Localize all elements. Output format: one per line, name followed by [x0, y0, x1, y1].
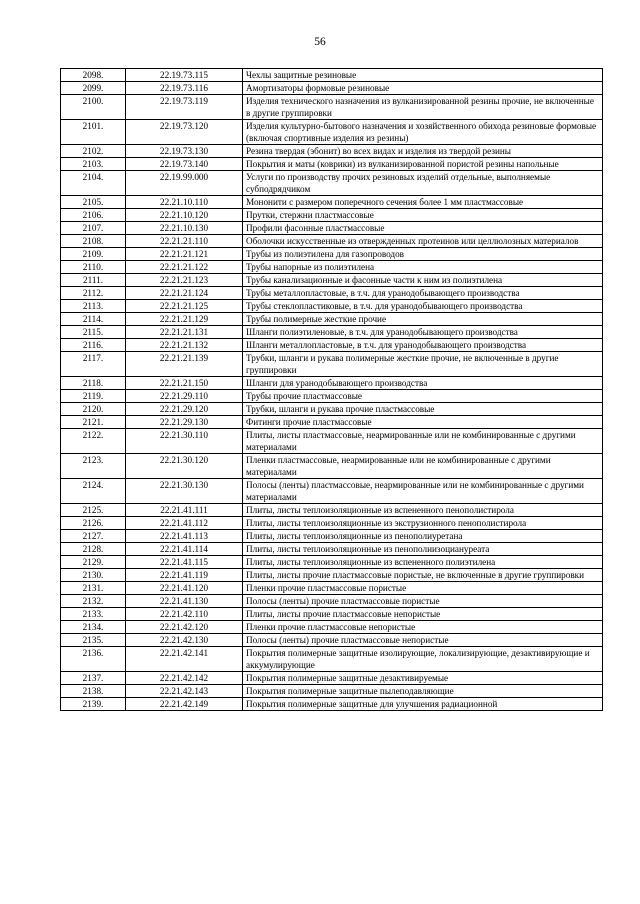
- row-number-cell: 2101.: [61, 120, 126, 145]
- row-code-cell: 22.21.21.131: [126, 326, 243, 339]
- row-name-cell: Амортизаторы формовые резиновые: [243, 82, 603, 95]
- row-code-cell: 22.21.41.114: [126, 543, 243, 556]
- table-row: [61, 517, 603, 530]
- row-number-cell: 2098.: [61, 69, 126, 82]
- table-row: [61, 352, 603, 377]
- row-code-cell: 22.21.41.120: [126, 582, 243, 595]
- table-row: [61, 403, 603, 416]
- row-code-cell: 22.21.21.110: [126, 235, 243, 248]
- table-row: [61, 326, 603, 339]
- row-code-cell: 22.19.73.115: [126, 69, 243, 82]
- row-name-cell: Покрытия полимерные защитные для улучшения радиационной: [243, 698, 603, 711]
- table-row: [61, 222, 603, 235]
- row-name-cell: Трубы канализационные и фасонные части к ним из полиэтилена: [243, 274, 603, 287]
- row-number-cell: 2127.: [61, 530, 126, 543]
- row-name-cell: Плиты, листы теплоизоляционные из экструзионного пенополистирола: [243, 517, 603, 530]
- row-code-cell: 22.21.21.124: [126, 287, 243, 300]
- row-code-cell: 22.21.41.113: [126, 530, 243, 543]
- row-number-cell: 2133.: [61, 608, 126, 621]
- row-name-cell: Плиты, листы прочие пластмассовые пористые, не включенные в другие группировки: [243, 569, 603, 582]
- row-number-cell: 2110.: [61, 261, 126, 274]
- row-name-cell: Полосы (ленты) прочие пластмассовые непористые: [243, 634, 603, 647]
- table-row: [61, 95, 603, 120]
- row-name-cell: Изделия технического назначения из вулканизированной резины прочие, не включенные в другие группировки: [243, 95, 603, 120]
- row-code-cell: 22.21.42.142: [126, 672, 243, 685]
- row-name-cell: Фитинги прочие пластмассовые: [243, 416, 603, 429]
- row-code-cell: 22.21.29.120: [126, 403, 243, 416]
- row-number-cell: 2109.: [61, 248, 126, 261]
- row-code-cell: 22.21.42.130: [126, 634, 243, 647]
- row-code-cell: 22.21.21.122: [126, 261, 243, 274]
- row-number-cell: 2137.: [61, 672, 126, 685]
- row-name-cell: Оболочки искусственные из отвержденных протеинов или целлюлозных материалов: [243, 235, 603, 248]
- row-name-cell: Чехлы защитные резиновые: [243, 69, 603, 82]
- row-code-cell: 22.21.29.110: [126, 390, 243, 403]
- table-row: [61, 608, 603, 621]
- row-name-cell: Покрытия и маты (коврики) из вулканизированной пористой резины напольные: [243, 158, 603, 171]
- row-number-cell: 2105.: [61, 196, 126, 209]
- row-code-cell: 22.21.21.139: [126, 352, 243, 377]
- row-code-cell: 22.21.21.125: [126, 300, 243, 313]
- table-row: [61, 171, 603, 196]
- row-name-cell: Шланги полиэтиленовые, в т.ч. для уранодобывающего производства: [243, 326, 603, 339]
- row-code-cell: 22.21.42.143: [126, 685, 243, 698]
- row-name-cell: Трубы напорные из полиэтилена: [243, 261, 603, 274]
- row-name-cell: Трубы металлопластовые, в т.ч. для уранодобывающего производства: [243, 287, 603, 300]
- table-row: [61, 569, 603, 582]
- row-number-cell: 2117.: [61, 352, 126, 377]
- table-row: [61, 698, 603, 711]
- row-code-cell: 22.21.42.141: [126, 647, 243, 672]
- row-number-cell: 2100.: [61, 95, 126, 120]
- row-number-cell: 2112.: [61, 287, 126, 300]
- row-name-cell: Трубки, шланги и рукава полимерные жесткие прочие, не включенные в другие группировки: [243, 352, 603, 377]
- row-number-cell: 2130.: [61, 569, 126, 582]
- row-number-cell: 2102.: [61, 145, 126, 158]
- row-name-cell: Плиты, листы теплоизоляционные из пенополиизоциануреата: [243, 543, 603, 556]
- table-row: [61, 82, 603, 95]
- row-number-cell: 2122.: [61, 429, 126, 454]
- table-row: [61, 158, 603, 171]
- table-row: [61, 274, 603, 287]
- row-name-cell: Трубы прочие пластмассовые: [243, 390, 603, 403]
- classification-table: [60, 68, 603, 711]
- row-code-cell: 22.21.42.110: [126, 608, 243, 621]
- row-name-cell: Покрытия полимерные защитные дезактивируемые: [243, 672, 603, 685]
- row-name-cell: Мононити с размером поперечного сечения более 1 мм пластмассовые: [243, 196, 603, 209]
- table-row: [61, 595, 603, 608]
- table-row: [61, 479, 603, 504]
- table-row: [61, 313, 603, 326]
- row-number-cell: 2134.: [61, 621, 126, 634]
- row-name-cell: Шланги металлопластовые, в т.ч. для уранодобывающего производства: [243, 339, 603, 352]
- row-number-cell: 2139.: [61, 698, 126, 711]
- row-number-cell: 2126.: [61, 517, 126, 530]
- table-row: [61, 621, 603, 634]
- table-row: [61, 685, 603, 698]
- row-number-cell: 2135.: [61, 634, 126, 647]
- row-number-cell: 2131.: [61, 582, 126, 595]
- row-number-cell: 2106.: [61, 209, 126, 222]
- table-row: [61, 300, 603, 313]
- row-name-cell: Плиты, листы теплоизоляционные из вспененного пенополистирола: [243, 504, 603, 517]
- row-number-cell: 2099.: [61, 82, 126, 95]
- row-name-cell: Шланги для уранодобывающего производства: [243, 377, 603, 390]
- row-code-cell: 22.21.10.110: [126, 196, 243, 209]
- row-code-cell: 22.21.21.150: [126, 377, 243, 390]
- row-number-cell: 2114.: [61, 313, 126, 326]
- row-number-cell: 2132.: [61, 595, 126, 608]
- row-name-cell: Услуги по производству прочих резиновых изделий отдельные, выполняемые субподрядчиком: [243, 171, 603, 196]
- table-row: [61, 530, 603, 543]
- page-number: 56: [314, 36, 326, 48]
- table-row: [61, 145, 603, 158]
- table-row: [61, 582, 603, 595]
- row-name-cell: Пленки прочие пластмассовые пористые: [243, 582, 603, 595]
- row-code-cell: 22.21.10.130: [126, 222, 243, 235]
- table-row: [61, 504, 603, 517]
- row-code-cell: 22.21.41.115: [126, 556, 243, 569]
- table-row: [61, 543, 603, 556]
- row-name-cell: Трубы полимерные жесткие прочие: [243, 313, 603, 326]
- table-row: [61, 69, 603, 82]
- row-code-cell: 22.21.41.111: [126, 504, 243, 517]
- row-number-cell: 2104.: [61, 171, 126, 196]
- row-number-cell: 2120.: [61, 403, 126, 416]
- row-number-cell: 2103.: [61, 158, 126, 171]
- row-number-cell: 2123.: [61, 454, 126, 479]
- table-row: [61, 416, 603, 429]
- row-name-cell: Изделия культурно-бытового назначения и хозяйственного обихода резиновые формовые (включая спортивные изделия из резины): [243, 120, 603, 145]
- row-number-cell: 2124.: [61, 479, 126, 504]
- row-number-cell: 2118.: [61, 377, 126, 390]
- row-name-cell: Пленки пластмассовые, неармированные или не комбинированные с другими материалами: [243, 454, 603, 479]
- row-code-cell: 22.19.73.140: [126, 158, 243, 171]
- row-name-cell: Плиты, листы теплоизоляционные из вспененного полиэтилена: [243, 556, 603, 569]
- table-row: [61, 672, 603, 685]
- table-row: [61, 248, 603, 261]
- table-row: [61, 261, 603, 274]
- table-row: [61, 634, 603, 647]
- row-name-cell: Прутки, стержни пластмассовые: [243, 209, 603, 222]
- row-code-cell: 22.21.29.130: [126, 416, 243, 429]
- row-number-cell: 2119.: [61, 390, 126, 403]
- row-code-cell: 22.21.42.149: [126, 698, 243, 711]
- row-name-cell: Пленки прочие пластмассовые непористые: [243, 621, 603, 634]
- row-name-cell: Плиты, листы пластмассовые, неармированные или не комбинированные с другими материалами: [243, 429, 603, 454]
- table-row: [61, 209, 603, 222]
- table-row: [61, 377, 603, 390]
- row-code-cell: 22.21.42.120: [126, 621, 243, 634]
- table-row: [61, 287, 603, 300]
- row-code-cell: 22.21.21.123: [126, 274, 243, 287]
- row-code-cell: 22.21.30.110: [126, 429, 243, 454]
- table-row: [61, 120, 603, 145]
- row-code-cell: 22.21.41.119: [126, 569, 243, 582]
- row-code-cell: 22.21.30.130: [126, 479, 243, 504]
- table-row: [61, 339, 603, 352]
- row-number-cell: 2136.: [61, 647, 126, 672]
- row-code-cell: 22.19.73.120: [126, 120, 243, 145]
- table-row: [61, 390, 603, 403]
- row-name-cell: Покрытия полимерные защитные пылеподавляющие: [243, 685, 603, 698]
- row-code-cell: 22.21.21.121: [126, 248, 243, 261]
- row-name-cell: Покрытия полимерные защитные изолирующие, локализирующие, дезактивирующие и аккумулирующие: [243, 647, 603, 672]
- row-name-cell: Плиты, листы теплоизоляционные из пенополиуретана: [243, 530, 603, 543]
- row-name-cell: Резина твердая (эбонит) во всех видах и изделия из твердой резины: [243, 145, 603, 158]
- row-code-cell: 22.21.21.129: [126, 313, 243, 326]
- row-code-cell: 22.21.41.130: [126, 595, 243, 608]
- row-code-cell: 22.19.99.000: [126, 171, 243, 196]
- row-number-cell: 2128.: [61, 543, 126, 556]
- row-name-cell: Трубы стеклопластиковые, в т.ч. для уранодобывающего производства: [243, 300, 603, 313]
- row-name-cell: Полосы (ленты) пластмассовые, неармированные или не комбинированные с другими материалами: [243, 479, 603, 504]
- row-name-cell: Трубки, шланги и рукава прочие пластмассовые: [243, 403, 603, 416]
- row-code-cell: 22.19.73.119: [126, 95, 243, 120]
- row-code-cell: 22.19.73.130: [126, 145, 243, 158]
- table-row: [61, 454, 603, 479]
- row-name-cell: Профили фасонные пластмассовые: [243, 222, 603, 235]
- row-number-cell: 2116.: [61, 339, 126, 352]
- table-body: [61, 69, 603, 711]
- row-number-cell: 2111.: [61, 274, 126, 287]
- row-code-cell: 22.19.73.116: [126, 82, 243, 95]
- row-number-cell: 2115.: [61, 326, 126, 339]
- row-name-cell: Полосы (ленты) прочие пластмассовые пористые: [243, 595, 603, 608]
- row-name-cell: Плиты, листы прочие пластмассовые непористые: [243, 608, 603, 621]
- table-row: [61, 429, 603, 454]
- row-code-cell: 22.21.30.120: [126, 454, 243, 479]
- row-code-cell: 22.21.41.112: [126, 517, 243, 530]
- table-row: [61, 647, 603, 672]
- table-row: [61, 196, 603, 209]
- table-row: [61, 556, 603, 569]
- row-code-cell: 22.21.10.120: [126, 209, 243, 222]
- table-row: [61, 235, 603, 248]
- row-number-cell: 2113.: [61, 300, 126, 313]
- row-number-cell: 2125.: [61, 504, 126, 517]
- row-number-cell: 2121.: [61, 416, 126, 429]
- row-number-cell: 2107.: [61, 222, 126, 235]
- row-code-cell: 22.21.21.132: [126, 339, 243, 352]
- row-number-cell: 2108.: [61, 235, 126, 248]
- row-name-cell: Трубы из полиэтилена для газопроводов: [243, 248, 603, 261]
- row-number-cell: 2129.: [61, 556, 126, 569]
- row-number-cell: 2138.: [61, 685, 126, 698]
